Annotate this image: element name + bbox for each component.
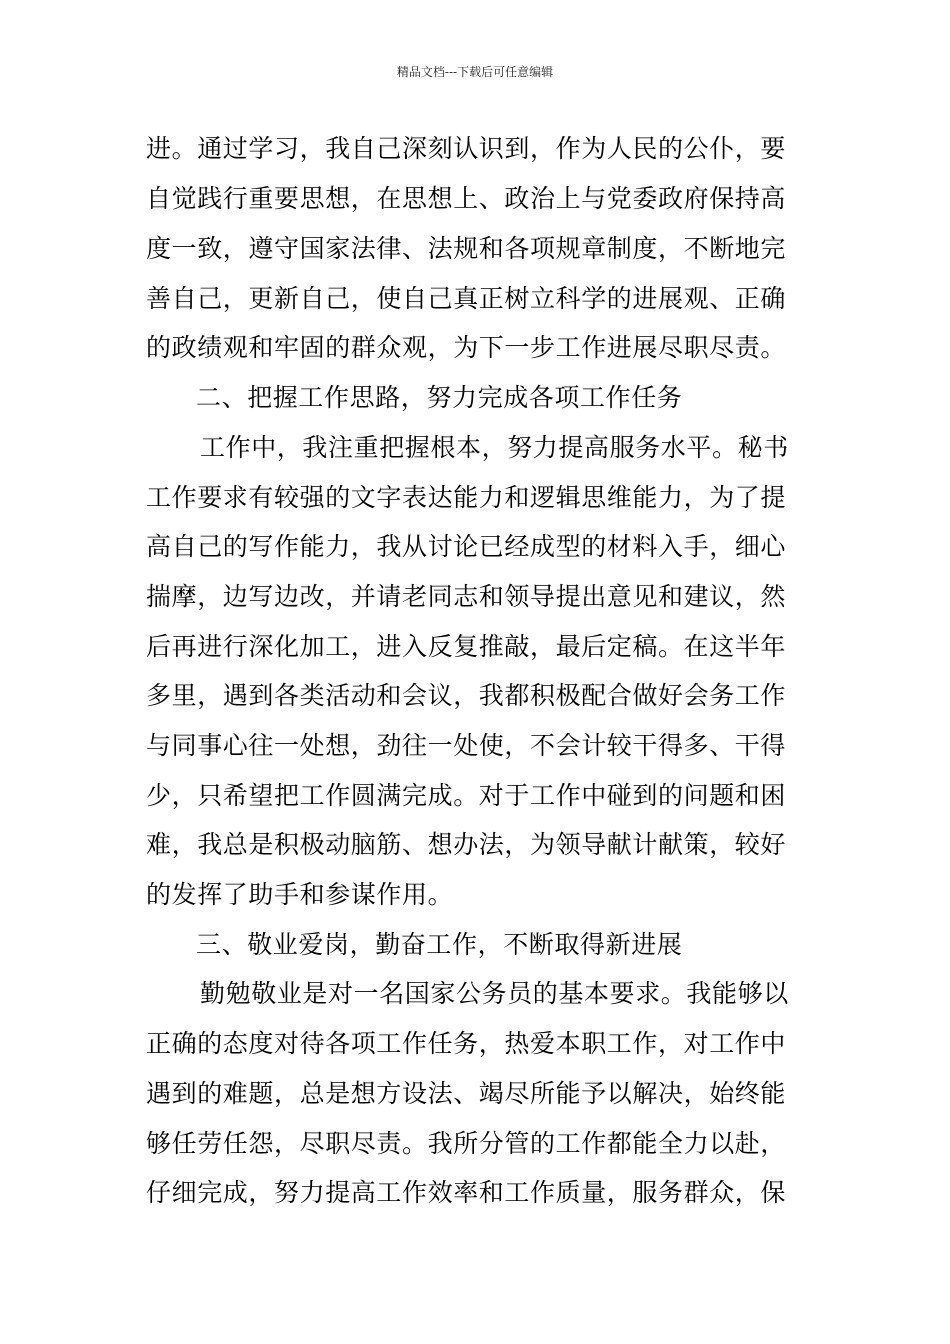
paragraph-line: 难，我总是积极动脑筋、想办法，为领导献计献策，较好: [146, 830, 787, 859]
paragraph-line: 自觉践行重要思想，在思想上、政治上与党委政府保持高: [146, 184, 787, 213]
paragraph-line: 仔细完成，努力提高工作效率和工作质量，服务群众，保: [146, 1178, 787, 1207]
page-header: 精品文档---下载后可任意编辑: [396, 65, 554, 79]
paragraph-line: 与同事心往一处想，劲往一处使，不会计较干得多、干得: [146, 731, 787, 760]
paragraph-line: 的发挥了助手和参谋作用。: [146, 880, 454, 909]
paragraph-line: 高自己的写作能力，我从讨论已经成型的材料入手，细心: [146, 532, 787, 561]
paragraph-line: 少，只希望把工作圆满完成。对于工作中碰到的问题和困: [146, 781, 787, 810]
paragraph-line: 善自己，更新自己，使自己真正树立科学的进展观、正确: [146, 284, 787, 313]
paragraph-line: 后再进行深化加工，进入反复推敲，最后定稿。在这半年: [146, 632, 787, 661]
paragraph-line: 勤勉敬业是对一名国家公务员的基本要求。我能够以: [200, 979, 789, 1008]
paragraph-line: 多里，遇到各类活动和会议，我都积极配合做好会务工作: [146, 681, 787, 710]
paragraph-line: 正确的态度对待各项工作任务，热爱本职工作，对工作中: [146, 1029, 787, 1058]
paragraph-line: 进。通过学习，我自己深刻认识到，作为人民的公仆，要: [146, 134, 787, 163]
section-heading: 三、敬业爱岗，勤奋工作，不断取得新进展: [196, 930, 683, 959]
paragraph-line: 工作中，我注重把握根本，努力提高服务水平。秘书: [200, 433, 789, 462]
section-heading: 二、把握工作思路，努力完成各项工作任务: [196, 383, 683, 412]
paragraph-line: 度一致，遵守国家法律、法规和各项规章制度，不断地完: [146, 234, 787, 263]
paragraph-line: 揣摩，边写边改，并请老同志和领导提出意见和建议，然: [146, 582, 787, 611]
paragraph-line: 够任劳任怨，尽职尽责。我所分管的工作都能全力以赴，: [146, 1129, 787, 1158]
paragraph-line: 的政绩观和牢固的群众观，为下一步工作进展尽职尽责。: [146, 333, 787, 362]
paragraph-line: 遇到的难题，总是想方设法、竭尽所能予以解决，始终能: [146, 1079, 787, 1108]
paragraph-line: 工作要求有较强的文字表达能力和逻辑思维能力，为了提: [146, 483, 787, 512]
